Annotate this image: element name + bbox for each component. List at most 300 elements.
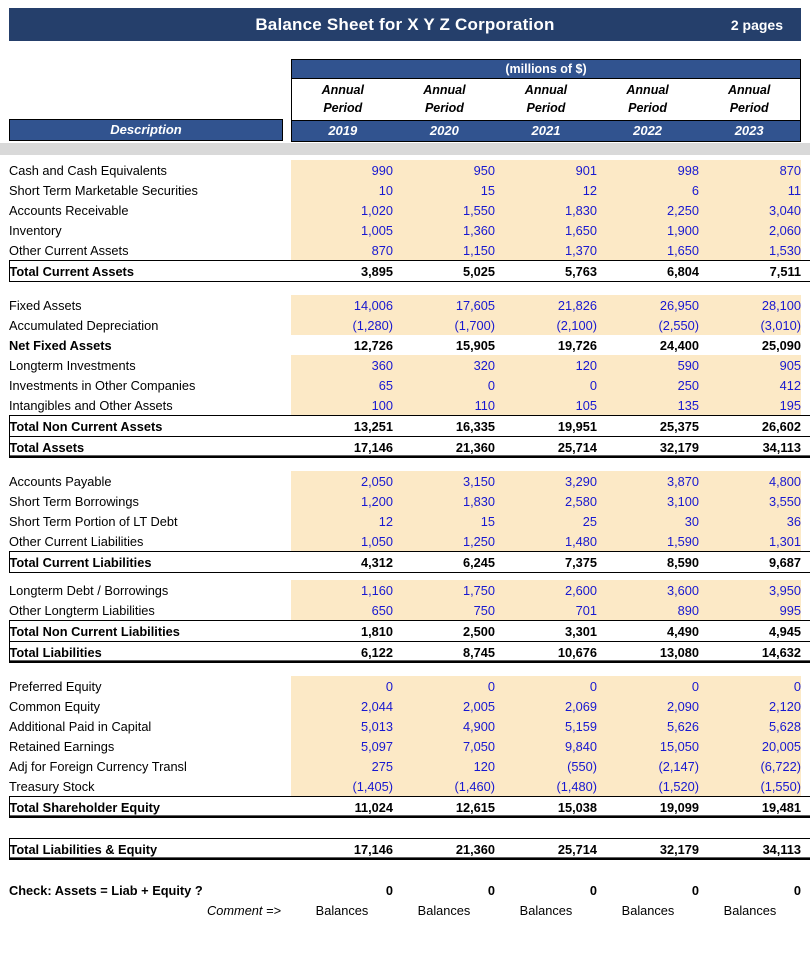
- cell-2019: 17,146: [291, 437, 393, 458]
- cell-2023: 7,511: [699, 261, 801, 282]
- period-line-1: Annual: [626, 83, 669, 97]
- table-row: [0, 621, 810, 642]
- cell-2020: 1,360: [393, 220, 495, 240]
- table-row: [0, 315, 810, 335]
- check-row: [0, 880, 810, 900]
- cell-2019: 1,200: [291, 491, 393, 511]
- cell-2023: 1,530: [699, 240, 801, 261]
- row-gutter-right: [801, 716, 810, 736]
- cell-2020: 12,615: [393, 797, 495, 818]
- cell-2023: 2,120: [699, 696, 801, 716]
- row-gutter: [0, 676, 9, 696]
- cell-2023: (6,722): [699, 756, 801, 776]
- cell-2021: 105: [495, 395, 597, 416]
- cell-2022: (1,520): [597, 776, 699, 797]
- row-gutter-right: [801, 335, 810, 355]
- cell-2021: 2,069: [495, 696, 597, 716]
- cell-2023: 995: [699, 600, 801, 621]
- cell-2023: 4,945: [699, 621, 801, 642]
- cell-2021: 9,840: [495, 736, 597, 756]
- row-label: Investments in Other Companies: [9, 377, 196, 393]
- check-value-2023: 0: [793, 882, 801, 898]
- cell-2021: 0: [495, 375, 597, 395]
- cell-2020: 0: [393, 676, 495, 696]
- cell-2023: 2,060: [699, 220, 801, 240]
- cell-2023: 34,113: [699, 839, 801, 860]
- table-row: [0, 511, 810, 531]
- comment-value-2022: Balances: [621, 902, 675, 918]
- cell-2020: 15: [393, 180, 495, 200]
- cell-2019: 17,146: [291, 839, 393, 860]
- row-gutter: [0, 552, 9, 573]
- cell-2022: (2,147): [597, 756, 699, 776]
- cell-2019: 4,312: [291, 552, 393, 573]
- cell-2020: 21,360: [393, 839, 495, 860]
- row-gutter: [0, 491, 9, 511]
- row-label: Short Term Borrowings: [9, 493, 139, 509]
- row-gutter-right: [801, 756, 810, 776]
- row-label: Inventory: [9, 222, 62, 238]
- row-gutter: [0, 839, 9, 860]
- row-label: Total Assets: [9, 437, 291, 458]
- row-gutter: [0, 220, 9, 240]
- cell-2023: 3,950: [699, 580, 801, 600]
- cell-2020: 120: [393, 756, 495, 776]
- row-label: Treasury Stock: [9, 778, 95, 794]
- cell-2019: 3,895: [291, 261, 393, 282]
- cell-2023: 20,005: [699, 736, 801, 756]
- cell-2020: 1,830: [393, 491, 495, 511]
- cell-2021: 1,830: [495, 200, 597, 220]
- row-label: Retained Earnings: [9, 738, 115, 754]
- cell-2023: 5,628: [699, 716, 801, 736]
- cell-2022: 3,870: [597, 471, 699, 491]
- cell-2021: 0: [495, 676, 597, 696]
- cell-2019: 14,006: [291, 295, 393, 315]
- cell-2019: 2,050: [291, 471, 393, 491]
- row-label: Accounts Payable: [9, 473, 112, 489]
- cell-2022: 30: [597, 511, 699, 531]
- table-row: [0, 471, 810, 491]
- period-row: [291, 79, 801, 120]
- row-label: Other Current Assets: [9, 242, 129, 258]
- cell-2019: 1,810: [291, 621, 393, 642]
- year-header-2019: 2019: [328, 123, 358, 138]
- check-value-2021: 0: [589, 882, 597, 898]
- cell-2022: 5,626: [597, 716, 699, 736]
- row-gutter: [0, 160, 9, 180]
- cell-2019: 0: [291, 676, 393, 696]
- cell-2020: 1,750: [393, 580, 495, 600]
- cell-2022: 590: [597, 355, 699, 375]
- spacer-row: [0, 282, 810, 296]
- period-line-2: Period: [628, 101, 668, 115]
- cell-2019: 990: [291, 160, 393, 180]
- cell-2021: 7,375: [495, 552, 597, 573]
- description-header: Description: [9, 119, 283, 141]
- row-gutter-right: [801, 355, 810, 375]
- cell-2023: 3,550: [699, 491, 801, 511]
- cell-2022: 8,590: [597, 552, 699, 573]
- period-line-2: Period: [424, 101, 464, 115]
- period-cell: [698, 79, 800, 120]
- period-line-2: Period: [526, 101, 566, 115]
- row-gutter: [0, 696, 9, 716]
- row-gutter-right: [801, 375, 810, 395]
- table-row: [0, 375, 810, 395]
- cell-2021: 3,290: [495, 471, 597, 491]
- cell-2019: 650: [291, 600, 393, 621]
- row-gutter: [0, 531, 9, 552]
- cell-2020: (1,700): [393, 315, 495, 335]
- year-header-2021: 2021: [531, 123, 561, 138]
- cell-2022: 135: [597, 395, 699, 416]
- cell-2022: 1,900: [597, 220, 699, 240]
- cell-2021: 701: [495, 600, 597, 621]
- row-label: Adj for Foreign Currency Transl: [9, 758, 187, 774]
- row-gutter-right: [801, 839, 810, 860]
- row-gutter: [0, 375, 9, 395]
- period-cell: [495, 79, 597, 120]
- cell-2021: 5,159: [495, 716, 597, 736]
- cell-2022: 2,250: [597, 200, 699, 220]
- cell-2019: 1,005: [291, 220, 393, 240]
- period-line-1: Annual: [727, 83, 771, 97]
- period-line-2: Period: [729, 101, 769, 115]
- cell-2021: 25: [495, 511, 597, 531]
- cell-2020: 3,150: [393, 471, 495, 491]
- row-gutter: [0, 315, 9, 335]
- row-label: Total Non Current Liabilities: [9, 621, 291, 642]
- row-label: Short Term Marketable Securities: [9, 182, 198, 198]
- row-gutter: [0, 295, 9, 315]
- cell-2020: 21,360: [393, 437, 495, 458]
- cell-2023: 0: [699, 676, 801, 696]
- cell-2019: 6,122: [291, 642, 393, 663]
- row-label: Total Liabilities & Equity: [9, 839, 291, 860]
- row-label: Fixed Assets: [9, 297, 82, 313]
- row-gutter-right: [801, 180, 810, 200]
- cell-2021: 21,826: [495, 295, 597, 315]
- cell-2022: 2,090: [597, 696, 699, 716]
- cell-2019: 13,251: [291, 416, 393, 437]
- cell-2022: 0: [597, 676, 699, 696]
- cell-2021: 25,714: [495, 437, 597, 458]
- table-row: [0, 335, 810, 355]
- row-gutter-right: [801, 696, 810, 716]
- cell-2019: 5,013: [291, 716, 393, 736]
- cell-2023: 4,800: [699, 471, 801, 491]
- cell-2020: 7,050: [393, 736, 495, 756]
- row-gutter-right: [801, 220, 810, 240]
- row-gutter-right: [801, 797, 810, 818]
- row-gutter: [0, 261, 9, 282]
- row-label: Longterm Debt / Borrowings: [9, 582, 169, 598]
- check-value-2019: 0: [385, 882, 393, 898]
- row-gutter: [0, 642, 9, 663]
- row-gutter: [0, 240, 9, 261]
- cell-2019: 275: [291, 756, 393, 776]
- table-row: [0, 200, 810, 220]
- cell-2022: 1,650: [597, 240, 699, 261]
- table-row: [0, 160, 810, 180]
- cell-2021: 2,580: [495, 491, 597, 511]
- row-label: Other Current Liabilities: [9, 533, 144, 549]
- check-value-2022: 0: [691, 882, 699, 898]
- row-label: Short Term Portion of LT Debt: [9, 513, 178, 529]
- cell-2022: 26,950: [597, 295, 699, 315]
- cell-2023: 34,113: [699, 437, 801, 458]
- cell-2023: 19,481: [699, 797, 801, 818]
- cell-2023: 9,687: [699, 552, 801, 573]
- cell-2019: 10: [291, 180, 393, 200]
- cell-2022: 32,179: [597, 839, 699, 860]
- cell-2021: (1,480): [495, 776, 597, 797]
- cell-2021: 120: [495, 355, 597, 375]
- row-gutter-right: [801, 395, 810, 416]
- spacer-row: [0, 458, 810, 472]
- table-row: [0, 776, 810, 797]
- row-gutter: [0, 797, 9, 818]
- cell-2020: (1,460): [393, 776, 495, 797]
- cell-2021: 1,480: [495, 531, 597, 552]
- row-gutter: [0, 756, 9, 776]
- row-label: Preferred Equity: [9, 678, 102, 694]
- table-row: [0, 261, 810, 282]
- table-row: [0, 736, 810, 756]
- cell-2022: (2,550): [597, 315, 699, 335]
- table-row: [0, 839, 810, 860]
- row-gutter-right: [801, 416, 810, 437]
- comment-value-2023: Balances: [723, 902, 777, 918]
- row-gutter-right: [801, 295, 810, 315]
- cell-2023: 1,301: [699, 531, 801, 552]
- cell-2020: 2,005: [393, 696, 495, 716]
- cell-2019: 12: [291, 511, 393, 531]
- cell-2023: 905: [699, 355, 801, 375]
- row-gutter: [0, 600, 9, 621]
- page-title: Balance Sheet for X Y Z Corporation: [255, 14, 555, 34]
- cell-2019: 11,024: [291, 797, 393, 818]
- cell-2023: 870: [699, 160, 801, 180]
- cell-2020: 8,745: [393, 642, 495, 663]
- cell-2020: 110: [393, 395, 495, 416]
- row-label: Total Shareholder Equity: [9, 797, 291, 818]
- row-gutter-right: [801, 240, 810, 261]
- cell-2021: (2,100): [495, 315, 597, 335]
- cell-2022: 13,080: [597, 642, 699, 663]
- row-gutter-right: [801, 511, 810, 531]
- table-row: [0, 716, 810, 736]
- balance-sheet-table: [0, 160, 810, 920]
- spacer-row: [0, 860, 810, 881]
- check-label: Check: Assets = Liab + Equity ?: [9, 882, 203, 898]
- cell-2019: 100: [291, 395, 393, 416]
- row-gutter-right: [801, 600, 810, 621]
- row-gutter: [0, 716, 9, 736]
- cell-2020: 16,335: [393, 416, 495, 437]
- row-gutter-right: [801, 552, 810, 573]
- row-label: Total Liabilities: [9, 642, 291, 663]
- comment-row: [0, 900, 810, 920]
- row-gutter-right: [801, 776, 810, 797]
- table-row: [0, 220, 810, 240]
- comment-label: Comment =>: [207, 902, 281, 918]
- row-label: Other Longterm Liabilities: [9, 602, 155, 618]
- row-gutter-right: [801, 200, 810, 220]
- period-cell: [292, 79, 394, 120]
- row-gutter-right: [801, 160, 810, 180]
- cell-2020: 320: [393, 355, 495, 375]
- row-gutter-right: [801, 261, 810, 282]
- cell-2020: 5,025: [393, 261, 495, 282]
- cell-2021: 901: [495, 160, 597, 180]
- cell-2022: 250: [597, 375, 699, 395]
- row-label: Total Current Assets: [9, 261, 291, 282]
- units-label: (millions of $): [291, 59, 801, 79]
- table-row: [0, 491, 810, 511]
- cell-2021: 15,038: [495, 797, 597, 818]
- cell-2022: 6,804: [597, 261, 699, 282]
- row-gutter: [0, 776, 9, 797]
- row-gutter: [0, 416, 9, 437]
- cell-2021: 25,714: [495, 839, 597, 860]
- cell-2023: 28,100: [699, 295, 801, 315]
- spacer-row: [0, 663, 810, 677]
- row-label: Intangibles and Other Assets: [9, 397, 173, 413]
- cell-2019: 870: [291, 240, 393, 261]
- cell-2022: 3,600: [597, 580, 699, 600]
- row-gutter-right: [801, 580, 810, 600]
- cell-2023: 14,632: [699, 642, 801, 663]
- cell-2020: 6,245: [393, 552, 495, 573]
- cell-2022: 4,490: [597, 621, 699, 642]
- row-gutter-right: [801, 437, 810, 458]
- title-bar: [9, 8, 801, 41]
- row-gutter-right: [801, 621, 810, 642]
- row-gutter: [0, 355, 9, 375]
- cell-2019: 12,726: [353, 337, 393, 353]
- table-row: [0, 240, 810, 261]
- cell-2019: (1,405): [291, 776, 393, 797]
- row-gutter: [0, 200, 9, 220]
- table-row: [0, 180, 810, 200]
- table-row: [0, 552, 810, 573]
- table-row: [0, 395, 810, 416]
- cell-2020: 17,605: [393, 295, 495, 315]
- cell-2023: 11: [699, 180, 801, 200]
- cell-2021: 19,951: [495, 416, 597, 437]
- row-gutter-right: [801, 315, 810, 335]
- row-gutter-right: [801, 491, 810, 511]
- cell-2020: 15: [393, 511, 495, 531]
- row-gutter: [0, 180, 9, 200]
- row-gutter: [0, 335, 9, 355]
- cell-2021: 1,370: [495, 240, 597, 261]
- cell-2022: 25,375: [597, 416, 699, 437]
- check-value-2020: 0: [487, 882, 495, 898]
- period-line-1: Annual: [321, 83, 364, 97]
- row-gutter-right: [801, 642, 810, 663]
- cell-2022: 6: [597, 180, 699, 200]
- cell-2020: 0: [393, 375, 495, 395]
- row-label: Net Fixed Assets: [9, 337, 112, 353]
- table-row: [0, 531, 810, 552]
- cell-2019: 2,044: [291, 696, 393, 716]
- balance-sheet-table-wrap: [0, 160, 810, 920]
- cell-2019: 65: [291, 375, 393, 395]
- comment-value-2020: Balances: [417, 902, 471, 918]
- row-gutter: [0, 471, 9, 491]
- period-line-2: Period: [323, 101, 363, 115]
- row-label: Total Non Current Assets: [9, 416, 291, 437]
- cell-2022: 998: [597, 160, 699, 180]
- row-label: Accumulated Depreciation: [9, 317, 159, 333]
- period-line-1: Annual: [524, 83, 568, 97]
- row-label: Additional Paid in Capital: [9, 718, 152, 734]
- table-row: [0, 756, 810, 776]
- cell-2019: 1,020: [291, 200, 393, 220]
- year-header-2022: 2022: [633, 123, 663, 138]
- table-row: [0, 696, 810, 716]
- spacer-row: [0, 818, 810, 839]
- row-label: Accounts Receivable: [9, 202, 129, 218]
- table-row: [0, 676, 810, 696]
- cell-2021: 10,676: [495, 642, 597, 663]
- table-row: [0, 295, 810, 315]
- table-row: [0, 437, 810, 458]
- cell-2020: 750: [393, 600, 495, 621]
- cell-2019: 1,050: [291, 531, 393, 552]
- row-gutter: [0, 437, 9, 458]
- header-divider-band: [0, 143, 810, 155]
- comment-value-2021: Balances: [519, 902, 573, 918]
- row-label: Total Current Liabilities: [9, 552, 291, 573]
- cell-2022: 890: [597, 600, 699, 621]
- cell-2023: 25,090: [761, 337, 801, 353]
- cell-2023: (3,010): [699, 315, 801, 335]
- cell-2020: 950: [393, 160, 495, 180]
- cell-2023: (1,550): [699, 776, 801, 797]
- row-gutter: [0, 395, 9, 416]
- cell-2021: 1,650: [495, 220, 597, 240]
- cell-2023: 36: [699, 511, 801, 531]
- period-line-1: Annual: [423, 83, 466, 97]
- cell-2023: 26,602: [699, 416, 801, 437]
- year-header-2020: 2020: [429, 123, 459, 138]
- cell-2020: 2,500: [393, 621, 495, 642]
- row-label: Common Equity: [9, 698, 101, 714]
- row-gutter-right: [801, 736, 810, 756]
- row-gutter: [0, 580, 9, 600]
- table-row: [0, 355, 810, 375]
- cell-2019: 5,097: [291, 736, 393, 756]
- cell-2022: 1,590: [597, 531, 699, 552]
- cell-2020: 1,150: [393, 240, 495, 261]
- period-cell: [394, 79, 496, 120]
- cell-2021: (550): [495, 756, 597, 776]
- row-gutter-right: [801, 676, 810, 696]
- row-label: Cash and Cash Equivalents: [9, 162, 167, 178]
- cell-2020: 4,900: [393, 716, 495, 736]
- comment-value-2019: Balances: [315, 902, 369, 918]
- cell-2021: 19,726: [557, 337, 597, 353]
- cell-2022: 15,050: [597, 736, 699, 756]
- table-row: [0, 580, 810, 600]
- cell-2020: 1,550: [393, 200, 495, 220]
- cell-2023: 412: [699, 375, 801, 395]
- row-gutter: [0, 621, 9, 642]
